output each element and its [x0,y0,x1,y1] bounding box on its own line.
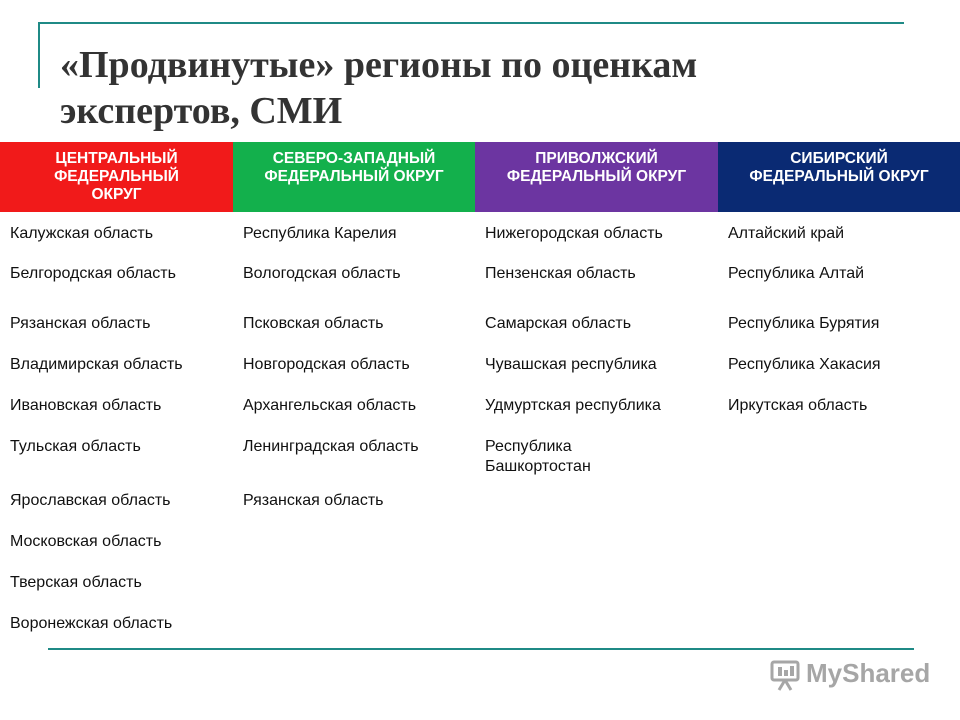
table-row [0,602,960,643]
table-row [0,425,960,479]
table-cell: Архангельская область [243,397,417,414]
presentation-board-icon [768,658,802,692]
table-cell: Самарская область [485,315,632,332]
table-cell: Рязанская область [10,315,151,332]
table-cell [475,479,718,520]
table-cell [233,520,475,561]
table-cell: Республика Карелия [243,225,397,242]
table-cell: Республика Хакасия [728,356,881,373]
table-cell: Вологодская область [243,265,401,282]
table-cell: Белгородская область [10,265,176,282]
table-cell: Псковская область [243,315,384,332]
title-line-1: «Продвинутые» регионы по оценкам [60,44,698,86]
table-cell [233,602,475,643]
table-cell: Нижегородская область [485,225,663,242]
regions-table [0,142,960,643]
table-cell: Алтайский край [728,225,845,242]
table-cell [233,561,475,602]
title-left-rule [38,22,40,88]
table-row [0,212,960,252]
table-row [0,384,960,425]
table-row [0,520,960,561]
table-cell: Чувашская республика [485,356,657,373]
table-cell: Ленинградская область [243,438,419,455]
table-cell: Тульская область [10,438,141,455]
table-row [0,302,960,343]
table-cell [475,520,718,561]
table-cell: Московская область [10,533,162,550]
table-cell: Ярославская область [10,492,171,509]
header-siberian: СИБИРСКИЙ ФЕДЕРАЛЬНЫЙ ОКРУГ [718,142,960,212]
table-cell [718,479,960,520]
table-cell: Владимирская область [10,356,183,373]
table-cell [718,602,960,643]
table-cell: Калужская область [10,225,154,242]
table-cell: Республика Бурятия [728,315,880,332]
header-row [0,142,960,212]
header-volga: ПРИВОЛЖСКИЙ ФЕДЕРАЛЬНЫЙ ОКРУГ [475,142,718,212]
table-cell [475,561,718,602]
bottom-rule [48,648,914,650]
table-cell: Новгородская область [243,356,410,373]
table-cell [718,520,960,561]
table-cell: Республика Башкортостан [485,438,591,475]
table-cell: Тверская область [10,574,142,591]
watermark-text: MyShared [806,658,931,688]
table-row [0,479,960,520]
title-line-2: экспертов, СМИ [60,90,343,132]
table-row [0,561,960,602]
table-cell: Удмуртская республика [485,397,661,414]
title-top-rule [38,22,904,24]
slide-title [60,42,920,134]
header-northwest: СЕВЕРО-ЗАПАДНЫЙ ФЕДЕРАЛЬНЫЙ ОКРУГ [233,142,475,212]
table-cell: Иркутская область [728,397,868,414]
table-cell: Воронежская область [10,615,173,632]
table-row [0,343,960,384]
table-cell: Республика Алтай [728,265,865,282]
header-central: ЦЕНТРАЛЬНЫЙ ФЕДЕРАЛЬНЫЙ ОКРУГ [0,142,233,212]
table-cell [475,602,718,643]
table-row [0,252,960,302]
table-cell: Рязанская область [243,492,384,509]
table-cell: Пензенская область [485,265,636,282]
watermark [766,656,936,696]
table-cell [718,425,960,479]
table-cell [718,561,960,602]
table-cell: Ивановская область [10,397,162,414]
